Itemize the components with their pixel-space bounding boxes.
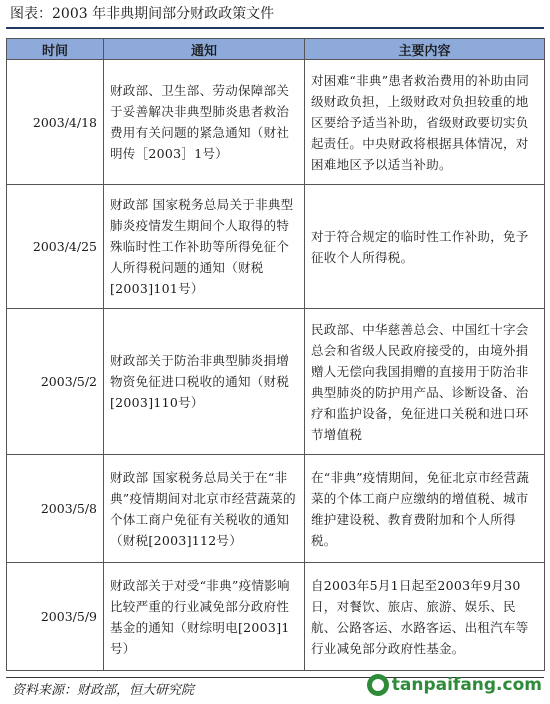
table-row bbox=[7, 60, 545, 185]
row-content: 对困难“非典”患者救治费用的补助由同级财政负担，上级财政对负担较重的地区要给予适当补助，省级财政要切实负起责任。中央财政将根据具体情况，对困难地区予以适当补助。 bbox=[305, 60, 545, 185]
row-date: 2003/4/25 bbox=[7, 185, 104, 309]
table-row bbox=[7, 309, 545, 455]
table-header-row bbox=[7, 39, 545, 60]
row-content: 自2003年5月1日起至2003年9月30日，对餐饮、旅店、旅游、娱乐、民航、公路客运、水路客运、出租汽车等行业减免部分政府性基金。 bbox=[305, 563, 545, 671]
row-notice: 财政部 国家税务总局关于在“非典”疫情期间对北京市经营蔬菜的个体工商户免征有关税收的通知（财税[2003]112号） bbox=[104, 455, 305, 563]
watermark bbox=[367, 674, 542, 696]
table-row bbox=[7, 185, 545, 309]
row-content: 对于符合规定的临时性工作补助，免予征收个人所得税。 bbox=[305, 185, 545, 309]
row-notice: 财政部关于对受“非典”疫情影响比较严重的行业减免部分政府性基金的通知（财综明电[2003]1号） bbox=[104, 563, 305, 671]
row-date: 2003/5/2 bbox=[7, 309, 104, 455]
figure-title: 图表：2003 年非典期间部分财政政策文件 bbox=[10, 6, 275, 22]
column-header-date: 时间 bbox=[7, 39, 104, 60]
title-rule bbox=[6, 27, 544, 29]
row-date: 2003/5/9 bbox=[7, 563, 104, 671]
policy-table bbox=[6, 38, 545, 671]
row-content: 在“非典”疫情期间，免征北京市经营蔬菜的个体工商户应缴纳的增值税、城市维护建设税、教育费附加和个人所得税。 bbox=[305, 455, 545, 563]
column-header-content: 主要内容 bbox=[305, 39, 545, 60]
row-notice: 财政部 国家税务总局关于非典型肺炎疫情发生期间个人取得的特殊临时性工作补助等所得免征个人所得税问题的通知（财税[2003]101号） bbox=[104, 185, 305, 309]
tanpaifang-logo-icon bbox=[367, 674, 389, 696]
row-notice: 财政部、卫生部、劳动保障部关于妥善解决非典型肺炎患者救治费用有关问题的紧急通知（财社明传［2003］1号） bbox=[104, 60, 305, 185]
row-content: 民政部、中华慈善总会、中国红十字会总会和省级人民政府接受的，由境外捐赠人无偿向我国捐赠的直接用于防治非典型肺炎的防护用产品、诊断设备、治疗和监护设备，免征进口关税和进口环节增值税 bbox=[305, 309, 545, 455]
table-row bbox=[7, 563, 545, 671]
watermark-text: tanpaifang.com bbox=[391, 675, 542, 695]
source-note: 资料来源：财政部，恒大研究院 bbox=[12, 683, 195, 698]
table-row bbox=[7, 455, 545, 563]
row-date: 2003/4/18 bbox=[7, 60, 104, 185]
column-header-notice: 通知 bbox=[104, 39, 305, 60]
row-notice: 财政部关于防治非典型肺炎捐增物资免征进口税收的通知（财税[2003]110号） bbox=[104, 309, 305, 455]
row-date: 2003/5/8 bbox=[7, 455, 104, 563]
